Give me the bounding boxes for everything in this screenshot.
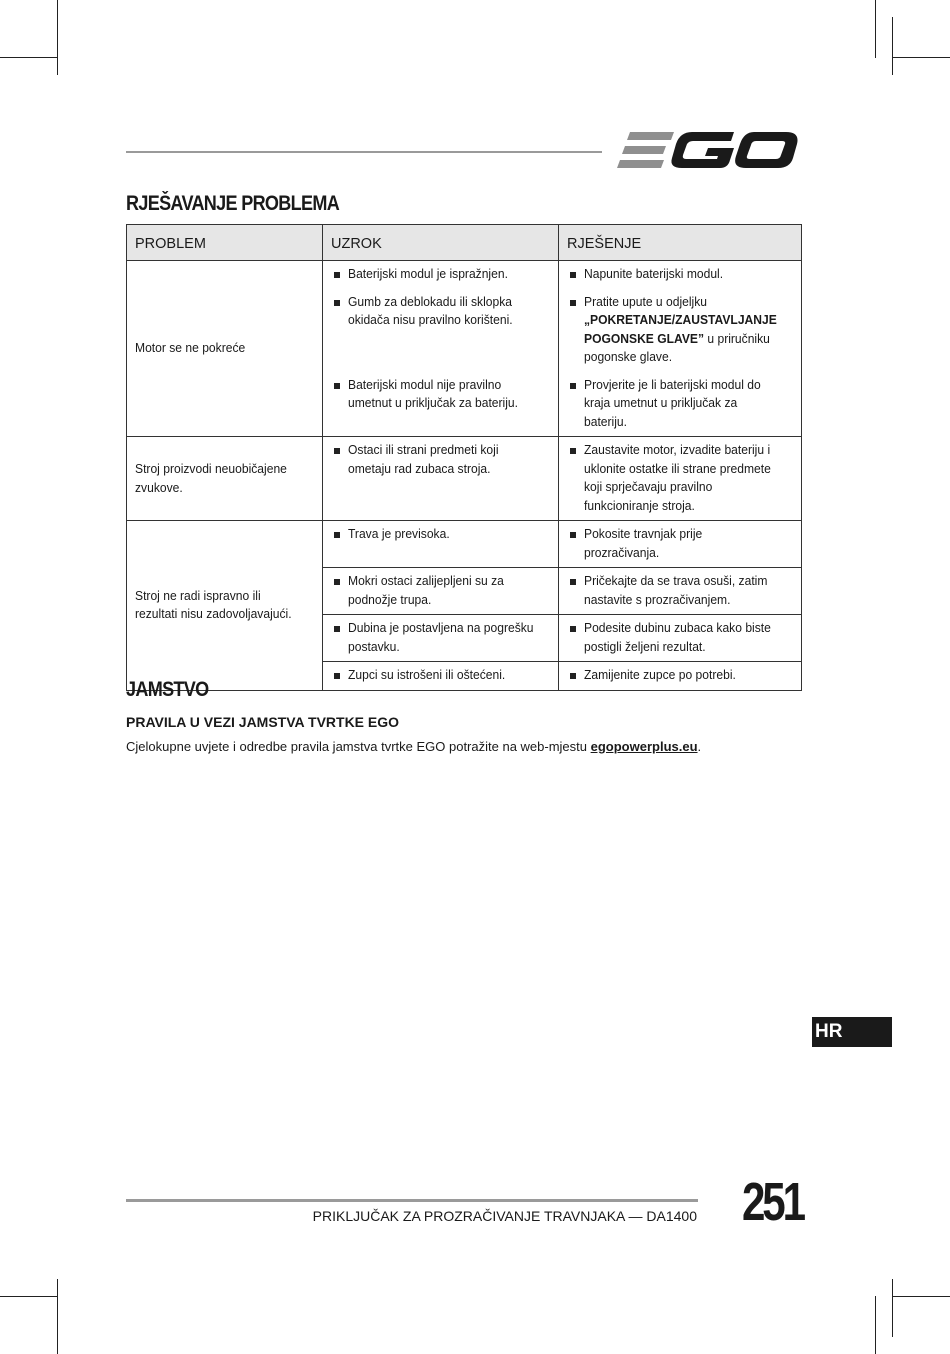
- problem-cell: Stroj proizvodi neuobičajene zvukove.: [127, 437, 323, 521]
- cause-cell: [323, 615, 559, 662]
- table-header-row: [127, 225, 802, 261]
- solution-text: Pričekajte da se trava osuši, zatim nastavite s prozračivanjem.: [584, 573, 768, 607]
- troubleshooting-table: [126, 224, 802, 691]
- crop-mark: [57, 0, 58, 75]
- cause-cell: [323, 289, 559, 372]
- crop-mark: [892, 1296, 950, 1297]
- cause-text: Baterijski modul nije pravilno umetnut u priključak za bateriju.: [348, 376, 519, 410]
- section-title-warranty: JAMSTVO: [126, 678, 209, 701]
- solution-text: Provjerite je li baterijski modul do kraja umetnut u priključak za bateriju.: [584, 376, 761, 429]
- column-header-problem: PROBLEM: [127, 225, 323, 261]
- language-badge: HR: [812, 1017, 892, 1047]
- ego-logo: [616, 128, 800, 172]
- cause-text: Baterijski modul je ispražnjen.: [348, 266, 508, 281]
- solution-cell: [559, 521, 802, 568]
- solution-text: Zamijenite zupce po potrebi.: [584, 667, 736, 682]
- crop-mark: [892, 1279, 893, 1337]
- column-header-solution: RJEŠENJE: [559, 225, 802, 261]
- solution-text: Podesite dubinu zubaca kako biste postigli željeni rezultat.: [584, 620, 771, 654]
- warranty-link[interactable]: egopowerplus.eu: [590, 739, 698, 754]
- footer-rule: [126, 1199, 698, 1202]
- table-row: [127, 261, 802, 289]
- crop-mark: [875, 0, 876, 58]
- solution-cell: [559, 615, 802, 662]
- table-row: [127, 521, 802, 568]
- solution-cell: [559, 289, 802, 372]
- cause-text: Mokri ostaci zalijepljeni su za podnožje trupa.: [348, 573, 504, 607]
- solution-text: Napunite baterijski modul.: [584, 266, 724, 281]
- problem-cell: Stroj ne radi ispravno ili rezultati nisu zadovoljavajući.: [127, 521, 323, 691]
- cause-text: Dubina je postavljena na pogrešku postavku.: [348, 620, 534, 654]
- warranty-text: Cjelokupne uvjete i odredbe pravila jamstva tvrtke EGO potražite na web-mjestu egopowerplus.eu.: [126, 739, 702, 754]
- crop-mark: [875, 1296, 876, 1354]
- cause-text: Gumb za deblokadu ili sklopka okidača nisu pravilno korišteni.: [348, 293, 513, 327]
- crop-mark: [57, 1279, 58, 1354]
- header-rule: [126, 151, 602, 153]
- cause-text: Ostaci ili strani predmeti koji ometaju rad zubaca stroja.: [348, 442, 499, 476]
- problem-cell: Motor se ne pokreće: [127, 261, 323, 437]
- column-header-cause: UZROK: [323, 225, 559, 261]
- solution-text: Pokosite travnjak prije prozračivanja.: [584, 526, 703, 560]
- cause-cell: [323, 437, 559, 521]
- crop-mark: [892, 57, 950, 58]
- solution-cell: [559, 662, 802, 691]
- cause-cell: [323, 662, 559, 691]
- cause-cell: [323, 261, 559, 289]
- crop-mark: [0, 57, 57, 58]
- table-row: [127, 437, 802, 521]
- crop-mark: [892, 17, 893, 75]
- cause-cell: [323, 521, 559, 568]
- solution-cell: [559, 437, 802, 521]
- cause-cell: [323, 372, 559, 437]
- page-number: 251: [742, 1172, 803, 1232]
- solution-cell: [559, 261, 802, 289]
- cause-text: Zupci su istrošeni ili oštećeni.: [348, 667, 506, 682]
- crop-mark: [0, 1296, 57, 1297]
- solution-text: Zaustavite motor, izvadite bateriju i uklonite ostatke ili strane predmete koji sprječavaju pravilno funkcioniranje stroja.: [584, 442, 771, 513]
- warranty-subtitle: PRAVILA U VEZI JAMSTVA TVRTKE EGO: [126, 714, 400, 730]
- section-title-troubleshooting: RJEŠAVANJE PROBLEMA: [126, 192, 340, 215]
- cause-cell: [323, 568, 559, 615]
- solution-text: Pratite upute u odjeljku „POKRETANJE/ZAUSTAVLJANJE POGONSKE GLAVE” u priručniku pogonske glave.: [584, 293, 777, 364]
- footer-title: PRIKLJUČAK ZA PROZRAČIVANJE TRAVNJAKA — DA1400: [312, 1208, 697, 1224]
- solution-cell: [559, 372, 802, 437]
- cause-text: Trava je previsoka.: [348, 526, 450, 541]
- solution-cell: [559, 568, 802, 615]
